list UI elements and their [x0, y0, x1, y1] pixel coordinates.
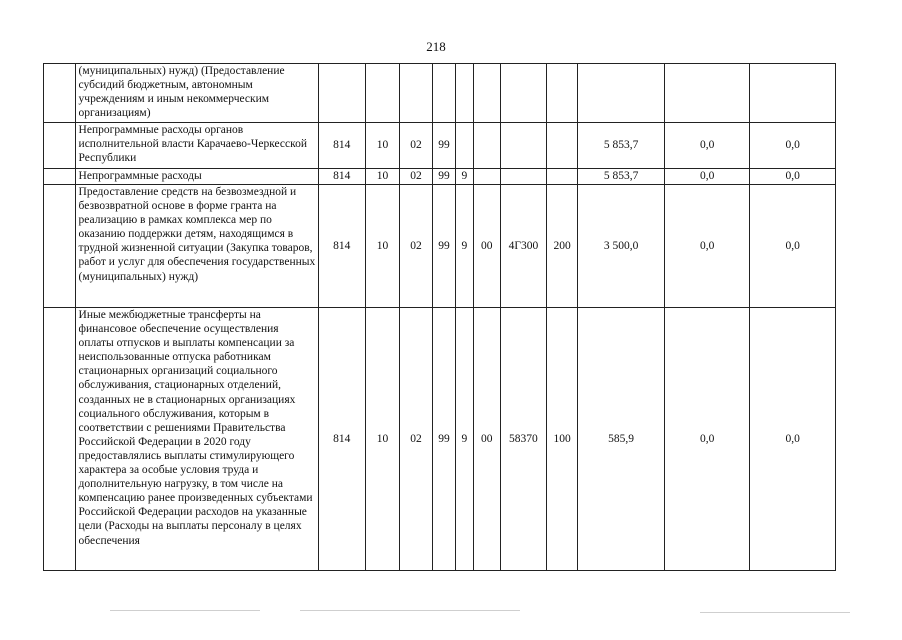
- budget-table: [43, 63, 836, 571]
- row-index-cell: [44, 64, 76, 123]
- expense-type-cell: [546, 169, 578, 185]
- ministry-code-cell: [318, 64, 365, 123]
- program-code-cell: 99: [432, 185, 455, 308]
- ministry-code-cell: 814: [318, 123, 365, 169]
- scan-artifact-line: [700, 612, 850, 613]
- subsection-code-cell: 02: [400, 185, 433, 308]
- description-cell: Непрограммные расходы органов исполнительной власти Карачаево-Черкесской Республики: [75, 123, 318, 169]
- subsection-code-cell: 02: [400, 123, 433, 169]
- target-code-cell: 58370: [501, 308, 547, 571]
- subprogram-code-cell: [456, 64, 473, 123]
- sum-2020-cell: 5 853,7: [578, 169, 665, 185]
- subprogram-code-cell: 9: [456, 185, 473, 308]
- sum-2020-cell: [578, 64, 665, 123]
- subsection-code-cell: [400, 64, 433, 123]
- target-code-cell: [501, 64, 547, 123]
- section-code-cell: [365, 64, 400, 123]
- sum-2022-cell: 0,0: [750, 123, 836, 169]
- page-number: 218: [426, 39, 446, 54]
- table-row: [44, 64, 836, 123]
- direction-code-cell: [473, 169, 500, 185]
- subprogram-code-cell: [456, 123, 473, 169]
- program-code-cell: 99: [432, 169, 455, 185]
- sum-2022-cell: [750, 64, 836, 123]
- sum-2021-cell: [664, 64, 750, 123]
- sum-2022-cell: 0,0: [750, 185, 836, 308]
- description-cell: Иные межбюджетные трансферты на финансовое обеспечение осуществления оплаты отпусков и выплаты компенсации за неиспользованные отпуска работникам стационарных организаций социального обслуживания, стационарных отделений, созданных не в стационарных организациях социального обслуживания, которым в соответствии с решениями Правительства Российской Федерации в 2020 году предоставлялись выплаты стимулирующего характера за особые условия труда и дополнительную нагрузку, в том числе на компенсацию ранее произведенных субъектами Российской Федерации расходов на указанные цели (Расходы на выплаты персоналу в целях обеспечения: [75, 308, 318, 571]
- program-code-cell: 99: [432, 308, 455, 571]
- table-row: [44, 308, 836, 571]
- ministry-code-cell: 814: [318, 169, 365, 185]
- direction-code-cell: 00: [473, 185, 500, 308]
- section-code-cell: 10: [365, 185, 400, 308]
- direction-code-cell: [473, 123, 500, 169]
- subsection-code-cell: 02: [400, 169, 433, 185]
- section-code-cell: 10: [365, 169, 400, 185]
- ministry-code-cell: 814: [318, 185, 365, 308]
- target-code-cell: [501, 169, 547, 185]
- expense-type-cell: [546, 123, 578, 169]
- direction-code-cell: [473, 64, 500, 123]
- sum-2022-cell: 0,0: [750, 308, 836, 571]
- sum-2020-cell: 5 853,7: [578, 123, 665, 169]
- sum-2020-cell: 585,9: [578, 308, 665, 571]
- row-index-cell: [44, 308, 76, 571]
- subprogram-code-cell: 9: [456, 169, 473, 185]
- subsection-code-cell: 02: [400, 308, 433, 571]
- row-index-cell: [44, 185, 76, 308]
- target-code-cell: [501, 123, 547, 169]
- table-row: [44, 185, 836, 308]
- section-code-cell: 10: [365, 308, 400, 571]
- program-code-cell: [432, 64, 455, 123]
- sum-2020-cell: 3 500,0: [578, 185, 665, 308]
- section-code-cell: 10: [365, 123, 400, 169]
- sum-2022-cell: 0,0: [750, 169, 836, 185]
- description-cell: Непрограммные расходы: [75, 169, 318, 185]
- expense-type-cell: 100: [546, 308, 578, 571]
- table-row: [44, 123, 836, 169]
- target-code-cell: 4Г300: [501, 185, 547, 308]
- scan-artifact-line: [110, 610, 260, 611]
- ministry-code-cell: 814: [318, 308, 365, 571]
- description-cell: Предоставление средств на безвозмездной и безвозвратной основе в форме гранта на реализацию в рамках комплекса мер по оказанию поддержки детям, находящимся в трудной жизненной ситуации (Закупка товаров, работ и услуг для обеспечения государственных (муниципальных) нужд): [75, 185, 318, 308]
- expense-type-cell: [546, 64, 578, 123]
- scan-artifact-line: [300, 610, 520, 611]
- direction-code-cell: 00: [473, 308, 500, 571]
- sum-2021-cell: 0,0: [664, 308, 750, 571]
- sum-2021-cell: 0,0: [664, 185, 750, 308]
- row-index-cell: [44, 123, 76, 169]
- subprogram-code-cell: 9: [456, 308, 473, 571]
- row-index-cell: [44, 169, 76, 185]
- table-body: [44, 64, 836, 571]
- program-code-cell: 99: [432, 123, 455, 169]
- table-row: [44, 169, 836, 185]
- expense-type-cell: 200: [546, 185, 578, 308]
- sum-2021-cell: 0,0: [664, 123, 750, 169]
- sum-2021-cell: 0,0: [664, 169, 750, 185]
- description-cell: (муниципальных) нужд) (Предоставление субсидий бюджетным, автономным учреждениям и иным некоммерческим организациям): [75, 64, 318, 123]
